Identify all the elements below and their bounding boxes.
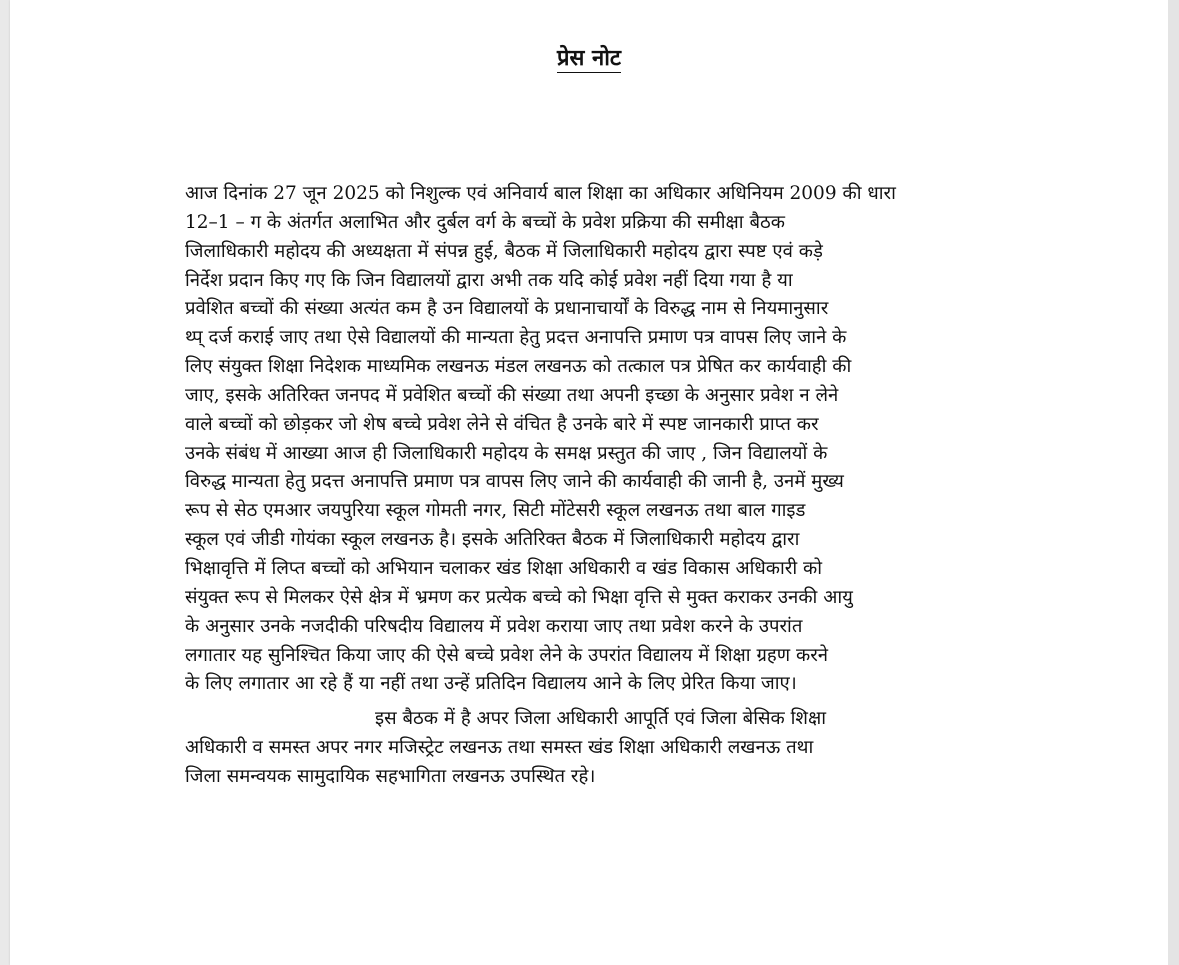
text-line: लगातार यह सुनिश्चित किया जाए की ऐसे बच्चे प्रवेश लेने के उपरांत विद्यालय में शिक्षा ग्रहण करने: [185, 644, 829, 666]
paragraph-1: [185, 180, 1000, 699]
text-line: प्रवेशित बच्चों की संख्या अत्यंत कम है उन विद्यालयों के प्रधानाचार्यों के विरुद्ध नाम से नियमानुसार: [185, 298, 829, 320]
text-line: 12–1 – ग के अंतर्गत अलाभित और दुर्बल वर्ग के बच्चों के प्रवेश प्रक्रिया की समीक्षा बैठक: [185, 211, 785, 233]
text-line: स्कूल एवं जीडी गोयंका स्कूल लखनऊ है। इसके अतिरिक्त बैठक में जिलाधिकारी महोदय द्वारा: [185, 529, 800, 551]
document-body: [185, 180, 1000, 792]
text-line: लिए संयुक्त शिक्षा निदेशक माध्यमिक लखनऊ मंडल लखनऊ को तत्काल पत्र प्रेषित कर कार्यवाही की: [185, 356, 852, 378]
viewer-edge: [1168, 0, 1179, 965]
text-line: संयुक्त रूप से मिलकर ऐसे क्षेत्र में भ्रमण कर प्रत्येक बच्चे को भिक्षा वृत्ति से मुक्त कराकर उनकी आयु: [185, 586, 853, 608]
text-line: विरुद्ध मान्यता हेतु प्रदत्त अनापत्ति प्रमाण पत्र वापस लिए जाने की कार्यवाही की जानी है, उनमें मुख्य: [185, 471, 844, 493]
text-line: निर्देश प्रदान किए गए कि जिन विद्यालयों द्वारा अभी तक यदि कोई प्रवेश नहीं दिया गया है या: [185, 269, 793, 291]
text-line: जिला समन्वयक सामुदायिक सहभागिता लखनऊ उपस्थित रहे।: [185, 765, 596, 787]
text-line: आज दिनांक 27 जून 2025 को निशुल्क एवं अनिवार्य बाल शिक्षा का अधिकार अधिनियम 2009 की धारा: [185, 183, 896, 204]
text-line: इस बैठक में है अपर जिला अधिकारी आपूर्ति एवं जिला बेसिक शिक्षा: [375, 708, 827, 730]
text-line: रूप से सेठ एमआर जयपुरिया स्कूल गोमती नगर, सिटी मोंटेसरी स्कूल लखनऊ तथा बाल गाइड: [185, 500, 806, 522]
text-line: थ्प् दर्ज कराई जाए तथा ऐसे विद्यालयों की मान्यता हेतु प्रदत्त अनापत्ति प्रमाण पत्र वापस लिए जाने के: [185, 327, 847, 349]
paragraph-2: [185, 705, 1000, 792]
text-line: जिलाधिकारी महोदय की अध्यक्षता में संपन्न हुई, बैठक में जिलाधिकारी महोदय द्वारा स्पष्ट एवं कड़े: [185, 240, 823, 262]
text-line: अधिकारी व समस्त अपर नगर मजिस्ट्रेट लखनऊ तथा समस्त खंड शिक्षा अधिकारी लखनऊ तथा: [185, 737, 814, 759]
text-line: के अनुसार उनके नजदीकी परिषदीय विद्यालय में प्रवेश कराया जाए तथा प्रवेश करने के उपरांत: [185, 615, 803, 637]
text-line: उनके संबंध में आख्या आज ही जिलाधिकारी महोदय के समक्ष प्रस्तुत की जाए , जिन विद्यालयों के: [185, 442, 828, 464]
text-line: जाए, इसके अतिरिक्त जनपद में प्रवेशित बच्चों की संख्या तथा अपनी इच्छा के अनुसार प्रवेश न लेने: [185, 384, 839, 406]
page-title: [0, 42, 1178, 72]
text-line: वाले बच्चों को छोड़कर जो शेष बच्चे प्रवेश लेने से वंचित है उनके बारे में स्पष्ट जानकारी प्राप्त कर: [185, 413, 819, 435]
text-line: भिक्षावृत्ति में लिप्त बच्चों को अभियान चलाकर खंड शिक्षा अधिकारी व खंड विकास अधिकारी को: [185, 557, 823, 579]
page-title-text: प्रेस नोट: [556, 45, 622, 71]
text-line: के लिए लगातार आ रहे हैं या नहीं तथा उन्हें प्रतिदिन विद्यालय आने के लिए प्रेरित किया जाए।: [185, 673, 797, 695]
